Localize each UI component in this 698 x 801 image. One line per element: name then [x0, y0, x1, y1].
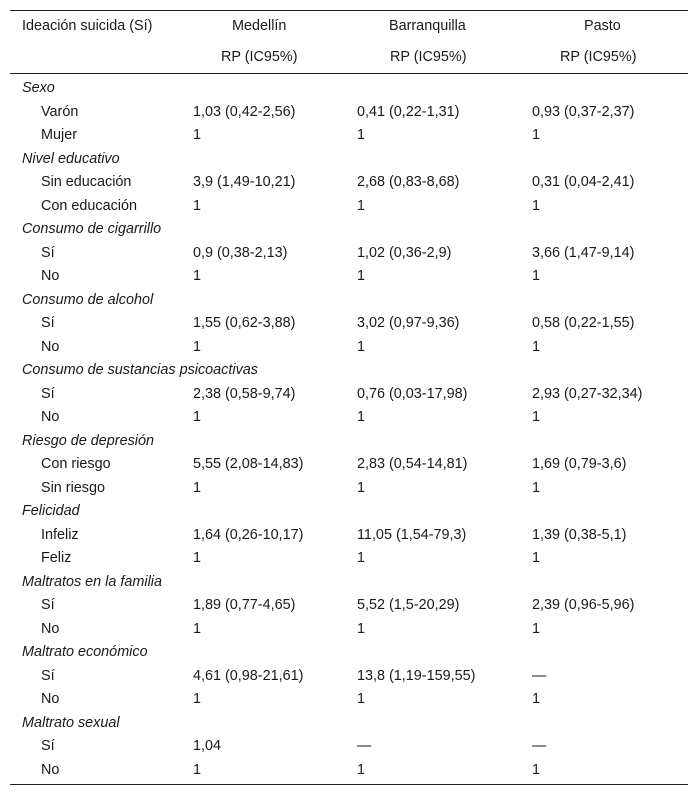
row-label: Sí [41, 597, 55, 613]
table-row [10, 453, 688, 477]
cell-pasto: 1 [532, 479, 541, 496]
table-row [10, 336, 688, 360]
cell-barranquilla: 13,8 (1,19-159,55) [357, 667, 476, 684]
cell-barranquilla: 2,83 (0,54-14,81) [357, 456, 468, 472]
row-label: No [41, 268, 60, 284]
table-row [10, 618, 688, 642]
cell-medellin: 4,61 (0,98-21,61) [193, 667, 304, 684]
cell-barranquilla: 1 [357, 691, 366, 707]
cell-pasto: 1 [532, 268, 541, 284]
cell-pasto: 1 [532, 338, 541, 355]
category-row [10, 77, 688, 101]
cell-barranquilla: 1 [357, 409, 366, 425]
table-row [10, 406, 688, 430]
table-row [10, 735, 688, 759]
cell-medellin: 3,9 (1,49-10,21) [193, 174, 296, 190]
results-table [10, 10, 688, 785]
cell-pasto: 1,39 (0,38-5,1) [532, 526, 627, 543]
table-body [10, 74, 688, 784]
table-row [10, 594, 688, 618]
table-row [10, 101, 688, 125]
cell-medellin: 1,04 [193, 738, 222, 754]
table-row [10, 195, 688, 219]
cell-barranquilla: 1 [357, 338, 366, 355]
category-label: Riesgo de depresión [22, 432, 155, 449]
cell-pasto: 1 [532, 620, 541, 637]
header-pasto: Pasto [584, 18, 621, 34]
cell-pasto: 1,69 (0,79-3,6) [532, 456, 627, 472]
row-label: No [41, 620, 60, 637]
table-row [10, 477, 688, 501]
category-row [10, 148, 688, 172]
cell-medellin: 1 [193, 409, 202, 425]
table-row [10, 383, 688, 407]
category-row [10, 500, 688, 524]
table-row [10, 171, 688, 195]
category-label: Maltratos en la familia [22, 573, 162, 590]
cell-barranquilla: 1 [357, 127, 366, 143]
cell-pasto: 1 [532, 197, 541, 214]
cell-barranquilla: 2,68 (0,83-8,68) [357, 174, 460, 190]
cell-medellin: 1 [193, 691, 202, 707]
table-header-row [10, 11, 688, 42]
cell-barranquilla: 3,02 (0,97-9,36) [357, 315, 460, 331]
category-row [10, 712, 688, 736]
cell-barranquilla: 1 [357, 761, 366, 778]
category-row [10, 289, 688, 313]
cell-pasto: — [532, 738, 547, 754]
row-label: Infeliz [41, 526, 79, 543]
row-label: Sin educación [41, 174, 132, 190]
cell-medellin: 2,38 (0,58-9,74) [193, 385, 296, 402]
cell-medellin: 1,03 (0,42-2,56) [193, 103, 296, 120]
category-label: Maltrato sexual [22, 714, 120, 731]
row-label: No [41, 338, 60, 355]
cell-barranquilla: 1 [357, 479, 366, 496]
subheader-pasto: RP (IC95%) [560, 49, 637, 65]
table-row [10, 312, 688, 336]
cell-barranquilla: 5,52 (1,5-20,29) [357, 597, 460, 613]
cell-pasto: — [532, 667, 547, 684]
row-label: No [41, 691, 60, 707]
cell-medellin: 1 [193, 620, 202, 637]
table-row [10, 265, 688, 289]
cell-medellin: 5,55 (2,08-14,83) [193, 456, 304, 472]
cell-pasto: 1 [532, 127, 541, 143]
category-label: Sexo [22, 80, 55, 96]
category-row [10, 571, 688, 595]
row-label: Sí [41, 244, 55, 261]
table-row [10, 688, 688, 712]
category-label: Consumo de sustancias psicoactivas [22, 362, 258, 378]
cell-medellin: 0,9 (0,38-2,13) [193, 244, 288, 261]
table-subheader-row [10, 42, 688, 73]
table-row [10, 524, 688, 548]
row-label: Con riesgo [41, 456, 111, 472]
cell-barranquilla: 1 [357, 620, 366, 637]
category-label: Maltrato económico [22, 644, 148, 660]
row-label: Varón [41, 103, 79, 120]
cell-medellin: 1,89 (0,77-4,65) [193, 597, 296, 613]
cell-barranquilla: — [357, 738, 372, 754]
cell-pasto: 0,58 (0,22-1,55) [532, 315, 635, 331]
subheader-barranquilla: RP (IC95%) [390, 49, 467, 65]
cell-medellin: 1 [193, 479, 202, 496]
category-row [10, 641, 688, 665]
cell-pasto: 2,39 (0,96-5,96) [532, 597, 635, 613]
cell-pasto: 1 [532, 691, 541, 707]
row-label: Sí [41, 738, 55, 754]
cell-pasto: 0,93 (0,37-2,37) [532, 103, 635, 120]
header-barranquilla: Barranquilla [389, 18, 466, 34]
row-label: Sin riesgo [41, 479, 105, 496]
cell-pasto: 1 [532, 550, 541, 566]
cell-medellin: 1 [193, 550, 202, 566]
row-label: Con educación [41, 197, 138, 214]
cell-barranquilla: 1 [357, 550, 366, 566]
category-row [10, 218, 688, 242]
category-label: Consumo de alcohol [22, 291, 154, 308]
row-label: Sí [41, 667, 55, 684]
row-label: No [41, 409, 60, 425]
cell-medellin: 1 [193, 338, 202, 355]
category-label: Felicidad [22, 503, 80, 519]
cell-medellin: 1 [193, 127, 202, 143]
row-label: Mujer [41, 127, 77, 143]
category-label: Consumo de cigarrillo [22, 221, 162, 237]
cell-medellin: 1 [193, 197, 202, 214]
cell-medellin: 1,55 (0,62-3,88) [193, 315, 296, 331]
cell-barranquilla: 1 [357, 197, 366, 214]
category-row [10, 430, 688, 454]
row-label: Feliz [41, 550, 72, 566]
cell-pasto: 1 [532, 409, 541, 425]
cell-pasto: 0,31 (0,04-2,41) [532, 174, 635, 190]
subheader-medellin: RP (IC95%) [221, 49, 298, 65]
cell-pasto: 1 [532, 761, 541, 778]
row-label: Sí [41, 385, 55, 402]
header-outcome: Ideación suicida (Sí) [22, 18, 153, 34]
table-row [10, 242, 688, 266]
cell-pasto: 2,93 (0,27-32,34) [532, 385, 643, 402]
table-row [10, 547, 688, 571]
cell-barranquilla: 11,05 (1,54-79,3) [357, 526, 467, 543]
cell-pasto: 3,66 (1,47-9,14) [532, 244, 635, 261]
cell-barranquilla: 1,02 (0,36-2,9) [357, 244, 452, 261]
cell-medellin: 1,64 (0,26-10,17) [193, 526, 304, 543]
category-label: Nivel educativo [22, 150, 120, 167]
table-row [10, 759, 688, 783]
category-row [10, 359, 688, 383]
header-medellin: Medellín [232, 18, 287, 34]
cell-barranquilla: 0,76 (0,03-17,98) [357, 385, 468, 402]
table-row [10, 665, 688, 689]
cell-medellin: 1 [193, 268, 202, 284]
cell-medellin: 1 [193, 761, 202, 778]
row-label: No [41, 761, 60, 778]
table-row [10, 124, 688, 148]
cell-barranquilla: 1 [357, 268, 366, 284]
cell-barranquilla: 0,41 (0,22-1,31) [357, 103, 460, 120]
row-label: Sí [41, 315, 55, 331]
